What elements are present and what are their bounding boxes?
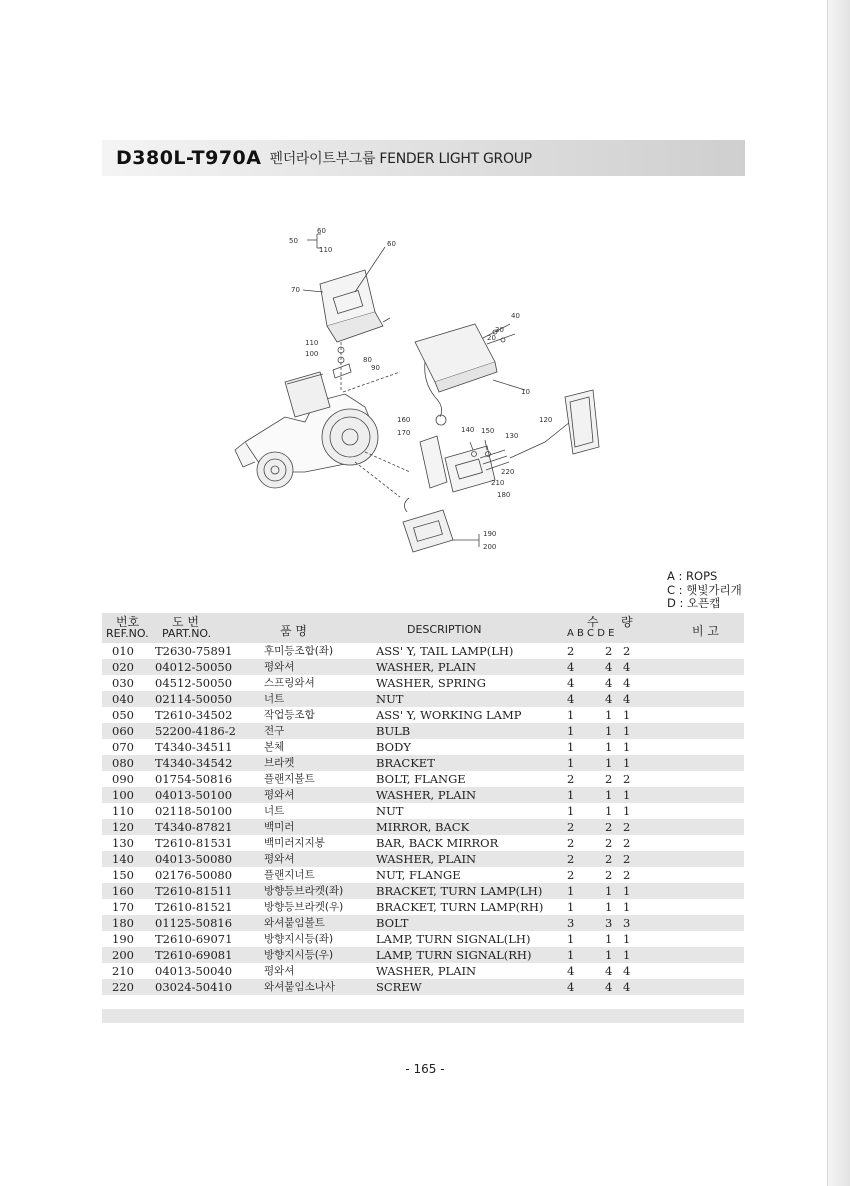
table-row xyxy=(102,851,744,867)
korean-name-cell: 평와셔 xyxy=(264,965,295,977)
qty-a-cell: 1 xyxy=(567,932,575,946)
header-qty-kor-1: 수 xyxy=(587,615,599,629)
table-row xyxy=(102,739,744,755)
header-ref-en: REF.NO. xyxy=(106,627,149,640)
svg-text:170: 170 xyxy=(397,429,411,437)
part-no-cell: T2610-34502 xyxy=(155,708,233,722)
qty-d-cell: 4 xyxy=(623,964,631,978)
qty-c-cell: 3 xyxy=(605,916,613,930)
description-cell: WASHER, PLAIN xyxy=(376,660,477,674)
ref-no-cell: 080 xyxy=(112,756,134,770)
korean-name-cell: 와셔붙임볼트 xyxy=(264,917,325,929)
description-cell: ASS' Y, WORKING LAMP xyxy=(376,708,522,722)
qty-c-cell: 2 xyxy=(605,852,613,866)
qty-c-cell: 4 xyxy=(605,964,613,978)
model-legend xyxy=(667,570,742,611)
qty-a-cell: 1 xyxy=(567,804,575,818)
qty-d-cell: 1 xyxy=(623,740,631,754)
qty-d-cell: 3 xyxy=(623,916,631,930)
qty-a-cell: 4 xyxy=(567,980,575,994)
korean-name-cell: 너트 xyxy=(264,805,285,817)
legend-item: A : ROPS xyxy=(667,569,718,583)
part-no-cell: T4340-34511 xyxy=(155,740,233,754)
ref-no-cell: 020 xyxy=(112,660,134,674)
part-no-cell: 02118-50100 xyxy=(155,804,233,818)
svg-text:130: 130 xyxy=(505,432,519,440)
qty-d-cell: 1 xyxy=(623,900,631,914)
qty-c-cell: 4 xyxy=(605,660,613,674)
description-cell: BRACKET, TURN LAMP(RH) xyxy=(376,900,544,914)
svg-text:30: 30 xyxy=(495,326,504,334)
table-row xyxy=(102,947,744,963)
table-row xyxy=(102,691,744,707)
qty-d-cell: 2 xyxy=(623,868,631,882)
korean-name-cell: 방향등브라켓(우) xyxy=(264,901,344,913)
qty-c-cell: 1 xyxy=(605,724,613,738)
qty-d-cell: 4 xyxy=(623,692,631,706)
ref-no-cell: 100 xyxy=(112,788,134,802)
qty-c-cell: 2 xyxy=(605,868,613,882)
qty-c-cell: 4 xyxy=(605,692,613,706)
table-row xyxy=(102,899,744,915)
svg-text:80: 80 xyxy=(363,356,372,364)
qty-a-cell: 1 xyxy=(567,724,575,738)
part-no-cell: T2630-75891 xyxy=(155,644,233,658)
korean-name-cell: 백미러지지봉 xyxy=(264,837,325,849)
ref-no-cell: 150 xyxy=(112,868,134,882)
korean-name-cell: 방향지시등(우) xyxy=(264,949,334,961)
table-row xyxy=(102,771,744,787)
header-remarks: 비 고 xyxy=(692,624,719,638)
description-cell: BRACKET xyxy=(376,756,435,770)
table-row xyxy=(102,883,744,899)
korean-name-cell: 브라켓 xyxy=(264,757,295,769)
qty-a-cell: 1 xyxy=(567,948,575,962)
table-row xyxy=(102,835,744,851)
korean-name-cell: 백미러 xyxy=(264,821,295,833)
part-no-cell: 04013-50080 xyxy=(155,852,233,866)
qty-c-cell: 4 xyxy=(605,980,613,994)
qty-c-cell: 1 xyxy=(605,804,613,818)
svg-text:60: 60 xyxy=(317,227,326,235)
description-cell: WASHER, PLAIN xyxy=(376,788,477,802)
svg-text:70: 70 xyxy=(291,286,300,294)
description-cell: WASHER, SPRING xyxy=(376,676,486,690)
ref-no-cell: 200 xyxy=(112,948,134,962)
korean-name-cell: 본체 xyxy=(264,741,285,753)
description-cell: BAR, BACK MIRROR xyxy=(376,836,499,850)
korean-name-cell: 너트 xyxy=(264,693,285,705)
table-row xyxy=(102,675,744,691)
header-part-en: PART.NO. xyxy=(162,627,212,640)
qty-c-cell: 2 xyxy=(605,820,613,834)
part-no-cell: T2610-69081 xyxy=(155,948,233,962)
part-no-cell: 04012-50050 xyxy=(155,660,233,674)
part-no-cell: 02114-50050 xyxy=(155,692,233,706)
qty-a-cell: 1 xyxy=(567,788,575,802)
legend-item: C : 햇빛가리개 xyxy=(667,582,742,597)
description-cell: BULB xyxy=(376,724,411,738)
table-row xyxy=(102,643,744,659)
korean-name-cell: 스프링와셔 xyxy=(264,677,315,689)
qty-c-cell: 2 xyxy=(605,836,613,850)
korean-name-cell: 와셔붙임소나사 xyxy=(264,981,336,993)
table-row xyxy=(102,963,744,979)
svg-text:110: 110 xyxy=(319,246,333,254)
qty-d-cell: 1 xyxy=(623,724,631,738)
qty-c-cell: 1 xyxy=(605,884,613,898)
ref-no-cell: 040 xyxy=(112,692,134,706)
ref-no-cell: 190 xyxy=(112,932,134,946)
svg-text:150: 150 xyxy=(481,427,495,435)
qty-a-cell: 1 xyxy=(567,756,575,770)
svg-text:220: 220 xyxy=(501,468,515,476)
svg-text:100: 100 xyxy=(305,350,319,358)
part-no-cell: 04013-50040 xyxy=(155,964,233,978)
qty-a-cell: 4 xyxy=(567,660,575,674)
qty-d-cell: 4 xyxy=(623,980,631,994)
qty-a-cell: 4 xyxy=(567,676,575,690)
ref-no-cell: 110 xyxy=(112,804,134,818)
exploded-parts-diagram xyxy=(225,222,615,562)
korean-name-cell: 평와셔 xyxy=(264,789,295,801)
header-qty-columns: A B C D E xyxy=(567,628,615,639)
qty-d-cell: 2 xyxy=(623,772,631,786)
ref-no-cell: 060 xyxy=(112,724,134,738)
part-no-cell: 02176-50080 xyxy=(155,868,233,882)
qty-a-cell: 4 xyxy=(567,692,575,706)
svg-text:190: 190 xyxy=(483,530,497,538)
group-title: 펜더라이트부그룹 FENDER LIGHT GROUP xyxy=(269,151,532,167)
svg-text:20: 20 xyxy=(487,334,496,342)
svg-text:110: 110 xyxy=(305,339,319,347)
qty-c-cell: 1 xyxy=(605,740,613,754)
description-cell: BOLT, FLANGE xyxy=(376,772,466,786)
page-edge xyxy=(827,0,850,1186)
svg-text:90: 90 xyxy=(371,364,380,372)
description-cell: WASHER, PLAIN xyxy=(376,852,477,866)
qty-a-cell: 1 xyxy=(567,884,575,898)
qty-d-cell: 1 xyxy=(623,884,631,898)
qty-d-cell: 4 xyxy=(623,660,631,674)
qty-a-cell: 2 xyxy=(567,772,575,786)
ref-no-cell: 170 xyxy=(112,900,134,914)
qty-a-cell: 1 xyxy=(567,740,575,754)
svg-text:50: 50 xyxy=(289,237,298,245)
part-no-cell: T2610-81531 xyxy=(155,836,233,850)
qty-d-cell: 1 xyxy=(623,932,631,946)
part-no-cell: T4340-87821 xyxy=(155,820,233,834)
part-no-cell: 52200-4186-2 xyxy=(155,724,236,738)
svg-text:60: 60 xyxy=(387,240,396,248)
qty-c-cell: 2 xyxy=(605,644,613,658)
part-no-cell: 01754-50816 xyxy=(155,772,233,786)
qty-c-cell: 1 xyxy=(605,932,613,946)
svg-text:40: 40 xyxy=(511,312,520,320)
qty-a-cell: 1 xyxy=(567,708,575,722)
table-body xyxy=(102,643,744,995)
qty-c-cell: 1 xyxy=(605,900,613,914)
svg-text:140: 140 xyxy=(461,426,475,434)
qty-d-cell: 1 xyxy=(623,948,631,962)
qty-c-cell: 1 xyxy=(605,708,613,722)
part-no-cell: T2610-81521 xyxy=(155,900,233,914)
qty-a-cell: 2 xyxy=(567,644,575,658)
table-row xyxy=(102,979,744,995)
table-row xyxy=(102,787,744,803)
qty-d-cell: 1 xyxy=(623,756,631,770)
qty-a-cell: 2 xyxy=(567,836,575,850)
ref-no-cell: 010 xyxy=(112,644,134,658)
qty-d-cell: 2 xyxy=(623,820,631,834)
page-number: - 165 - xyxy=(405,1062,445,1076)
table-row xyxy=(102,707,744,723)
qty-c-cell: 1 xyxy=(605,756,613,770)
ref-no-cell: 160 xyxy=(112,884,134,898)
description-cell: MIRROR, BACK xyxy=(376,820,470,834)
ref-no-cell: 180 xyxy=(112,916,134,930)
description-cell: ASS' Y, TAIL LAMP(LH) xyxy=(376,644,514,658)
part-no-cell: 04013-50100 xyxy=(155,788,233,802)
qty-c-cell: 2 xyxy=(605,772,613,786)
svg-text:10: 10 xyxy=(521,388,530,396)
table-row xyxy=(102,915,744,931)
header-qty-kor-2: 량 xyxy=(621,615,633,629)
korean-name-cell: 평와셔 xyxy=(264,853,295,865)
table-row xyxy=(102,867,744,883)
header-name-kor: 품 명 xyxy=(280,624,307,638)
qty-c-cell: 4 xyxy=(605,676,613,690)
qty-a-cell: 1 xyxy=(567,900,575,914)
ref-no-cell: 090 xyxy=(112,772,134,786)
table-row xyxy=(102,659,744,675)
part-no-cell: 03024-50410 xyxy=(155,980,233,994)
description-cell: BOLT xyxy=(376,916,409,930)
ref-no-cell: 030 xyxy=(112,676,134,690)
part-no-cell: T4340-34542 xyxy=(155,756,233,770)
svg-text:120: 120 xyxy=(539,416,553,424)
qty-c-cell: 1 xyxy=(605,948,613,962)
ref-no-cell: 120 xyxy=(112,820,134,834)
qty-a-cell: 3 xyxy=(567,916,575,930)
table-row xyxy=(102,819,744,835)
korean-name-cell: 후미등조합(좌) xyxy=(264,645,334,657)
ref-no-cell: 140 xyxy=(112,852,134,866)
ref-no-cell: 220 xyxy=(112,980,134,994)
qty-d-cell: 1 xyxy=(623,708,631,722)
svg-text:200: 200 xyxy=(483,543,497,551)
ref-no-cell: 050 xyxy=(112,708,134,722)
ref-no-cell: 130 xyxy=(112,836,134,850)
qty-d-cell: 2 xyxy=(623,852,631,866)
table-row xyxy=(102,803,744,819)
table-row xyxy=(102,755,744,771)
description-cell: NUT xyxy=(376,692,404,706)
korean-name-cell: 플랜지볼트 xyxy=(264,773,315,785)
qty-a-cell: 2 xyxy=(567,852,575,866)
qty-a-cell: 4 xyxy=(567,964,575,978)
header-part-kor: 도 번 xyxy=(172,615,199,629)
qty-a-cell: 2 xyxy=(567,868,575,882)
table-footer-bar xyxy=(102,1009,744,1023)
korean-name-cell: 작업등조합 xyxy=(264,709,315,721)
description-cell: BRACKET, TURN LAMP(LH) xyxy=(376,884,543,898)
table-row xyxy=(102,931,744,947)
header-ref-kor: 번호 xyxy=(116,615,140,629)
ref-no-cell: 070 xyxy=(112,740,134,754)
qty-a-cell: 2 xyxy=(567,820,575,834)
description-cell: WASHER, PLAIN xyxy=(376,964,477,978)
description-cell: BODY xyxy=(376,740,411,754)
table-row xyxy=(102,723,744,739)
part-no-cell: T2610-81511 xyxy=(155,884,233,898)
part-no-cell: T2610-69071 xyxy=(155,932,233,946)
qty-d-cell: 1 xyxy=(623,804,631,818)
description-cell: LAMP, TURN SIGNAL(RH) xyxy=(376,948,532,962)
qty-d-cell: 1 xyxy=(623,788,631,802)
description-cell: LAMP, TURN SIGNAL(LH) xyxy=(376,932,531,946)
svg-text:160: 160 xyxy=(397,416,411,424)
header-description: DESCRIPTION xyxy=(407,623,482,636)
description-cell: NUT, FLANGE xyxy=(376,868,461,882)
qty-d-cell: 2 xyxy=(623,836,631,850)
qty-d-cell: 2 xyxy=(623,644,631,658)
part-no-cell: 01125-50816 xyxy=(155,916,233,930)
korean-name-cell: 평와셔 xyxy=(264,661,295,673)
korean-name-cell: 방향지시등(좌) xyxy=(264,933,334,945)
title-bar xyxy=(102,140,745,176)
description-cell: NUT xyxy=(376,804,404,818)
qty-d-cell: 4 xyxy=(623,676,631,690)
korean-name-cell: 전구 xyxy=(264,725,285,737)
table-header xyxy=(102,613,744,643)
description-cell: SCREW xyxy=(376,980,422,994)
svg-text:210: 210 xyxy=(491,479,505,487)
group-code: D380L-T970A xyxy=(116,147,262,169)
ref-no-cell: 210 xyxy=(112,964,134,978)
qty-c-cell: 1 xyxy=(605,788,613,802)
svg-text:180: 180 xyxy=(497,491,511,499)
legend-item: D : 오픈캡 xyxy=(667,596,721,610)
korean-name-cell: 플랜지너트 xyxy=(264,869,315,881)
part-no-cell: 04512-50050 xyxy=(155,676,233,690)
korean-name-cell: 방향등브라켓(좌) xyxy=(264,885,344,897)
parts-table xyxy=(102,613,744,995)
